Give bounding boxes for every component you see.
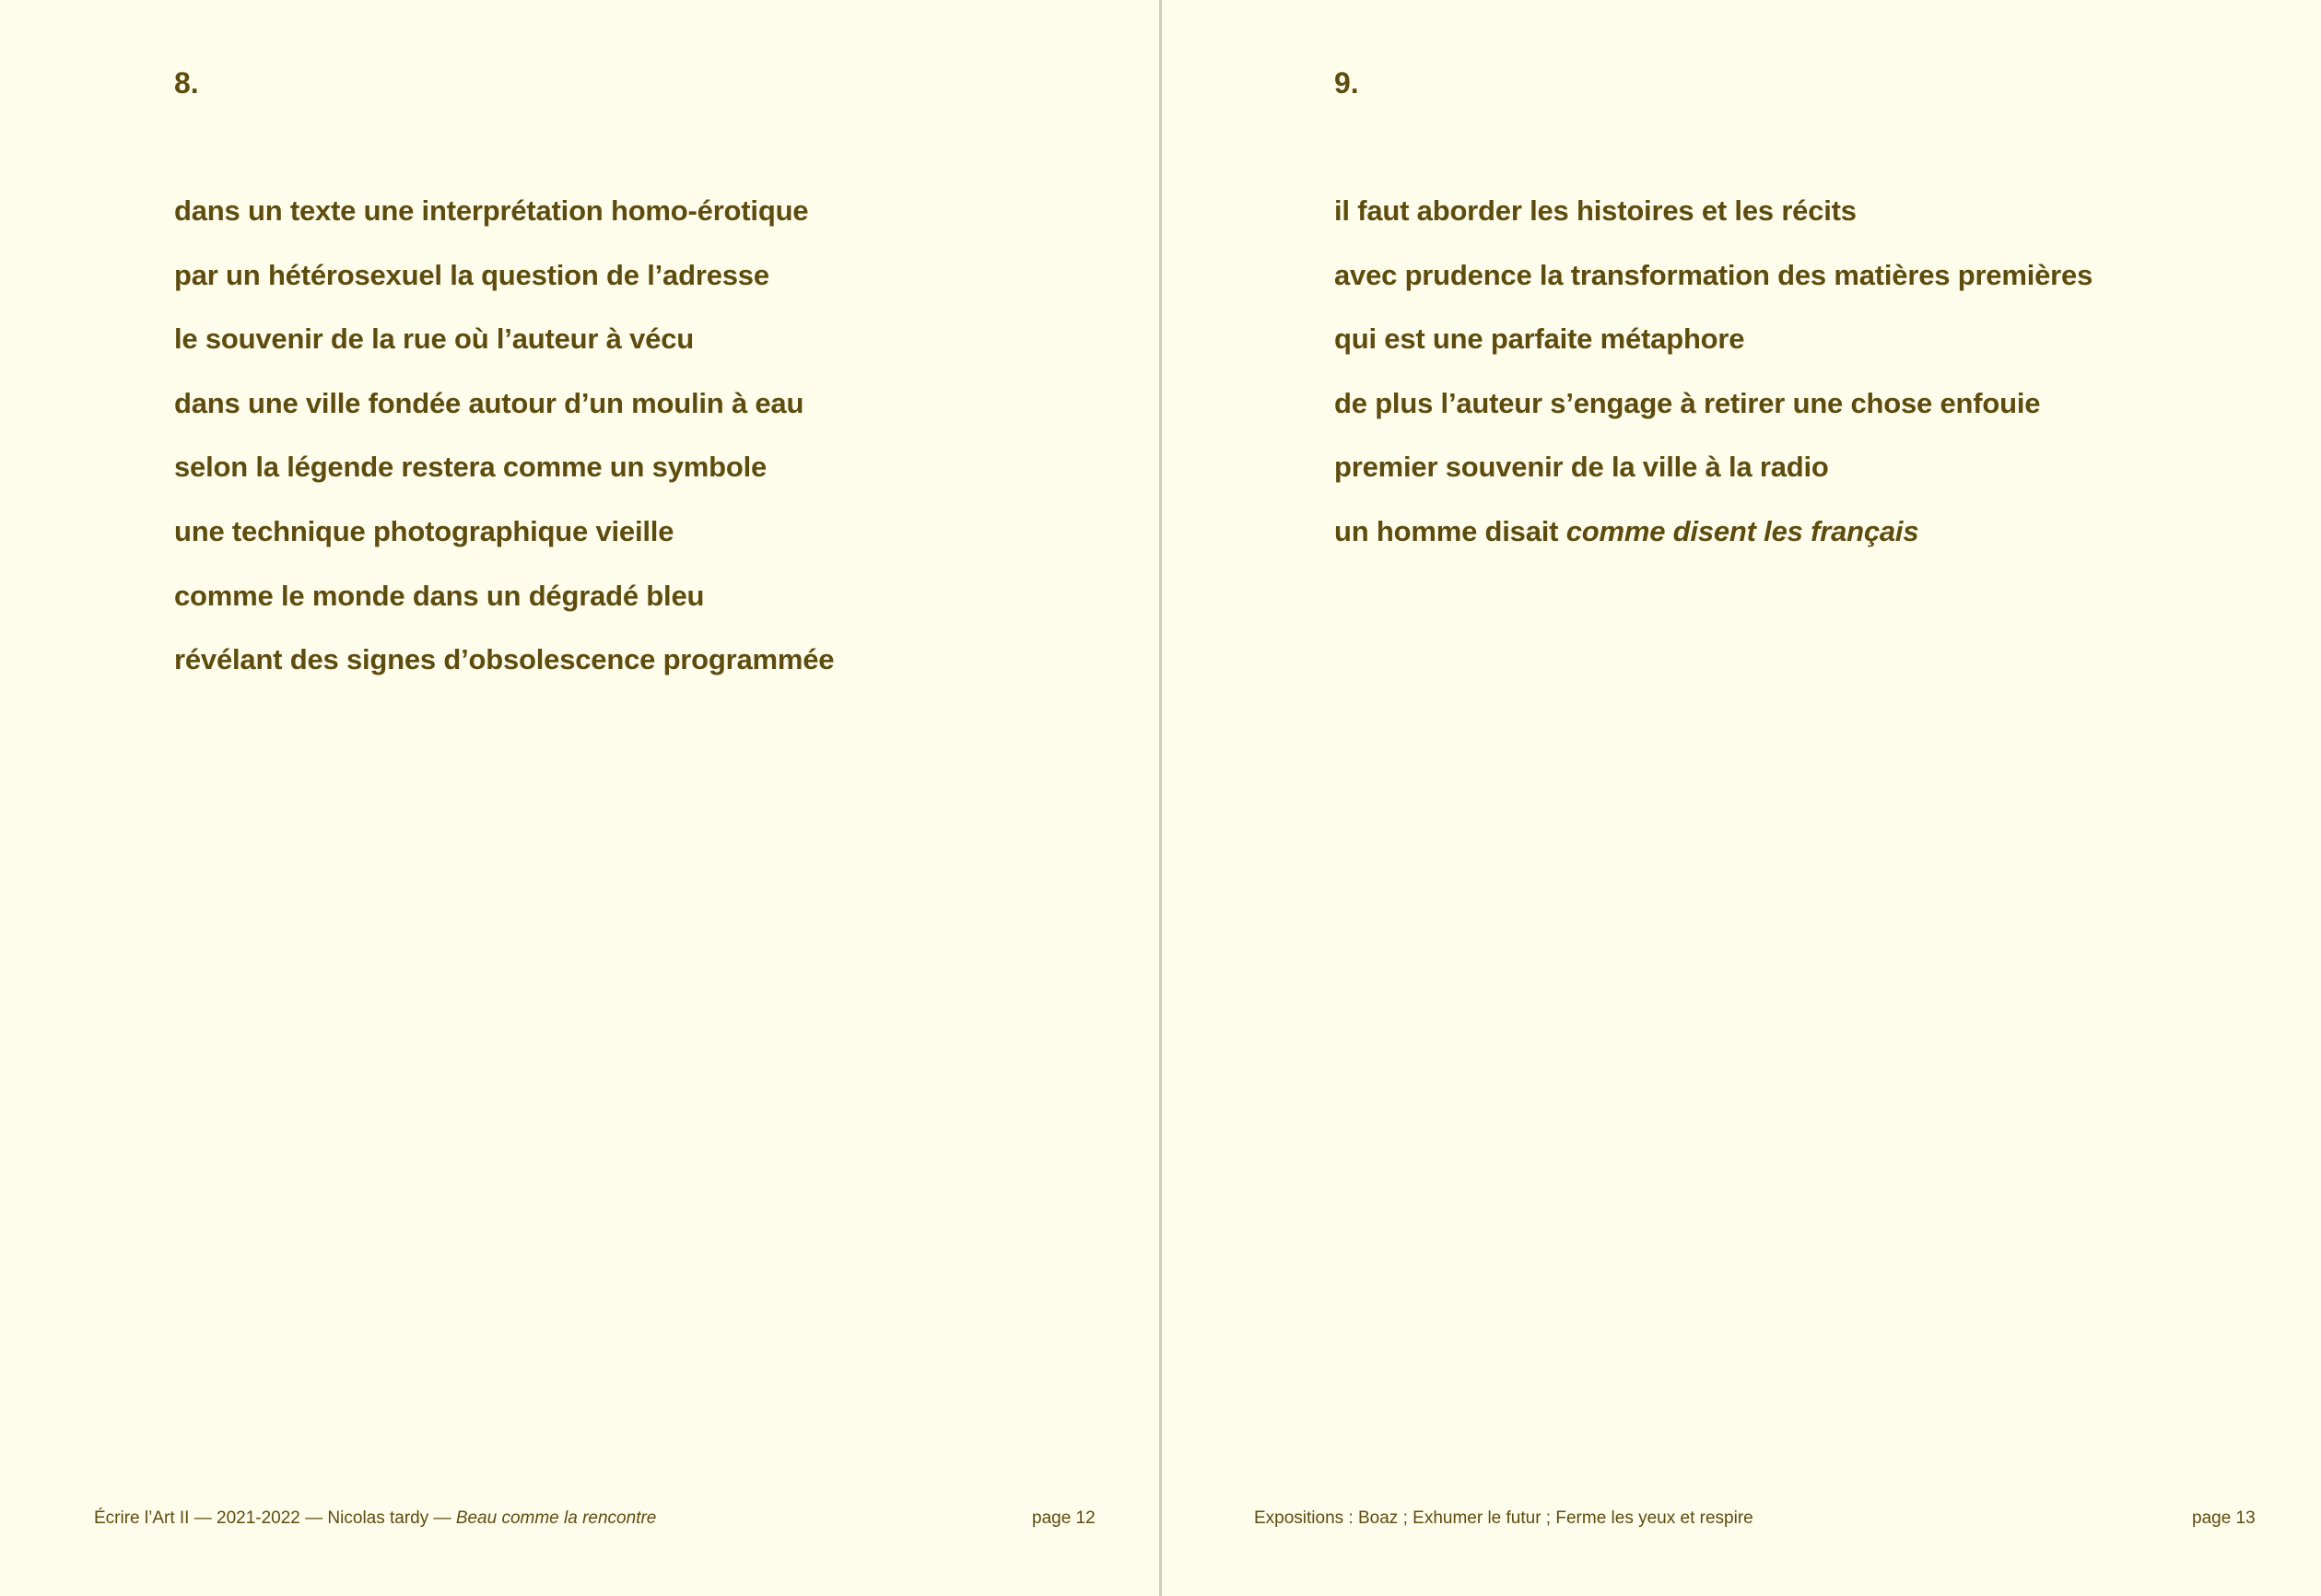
page-gutter [1159,0,1162,1596]
poem-line: une technique photographique vieille [174,514,674,547]
poem-stanza [1334,193,2092,578]
poem-line: le souvenir de la rue où l’auteur à vécu [174,323,694,356]
footer-credit: Expositions : Boaz ; Exhumer le futur ; Ferme les yeux et respire [1254,1508,1753,1528]
poem-line-italic: comme disent les français [1565,514,1919,547]
footer-credit [94,1508,656,1530]
poem-line: dans une ville fondée autour d’un moulin à eau [174,386,804,419]
poem-stanza [174,193,834,706]
poem-line: par un hétérosexuel la question de l’adresse [174,258,769,291]
poem-line: premier souvenir de la ville à la radio [1334,451,1829,484]
section-number: 9. [1334,66,1359,100]
poem-line: dans un texte une interprétation homo-érotique [174,194,809,227]
poem-line-text: un homme disait [1334,514,1566,547]
footer-credit-text: Écrire l’Art II — 2021-2022 — Nicolas tardy — [94,1508,456,1528]
poem-line: avec prudence la transformation des matières premières [1334,258,2093,291]
poem-line: selon la légende restera comme un symbole [174,451,768,484]
poem-line: révélant des signes d’obsolescence programmée [174,643,835,676]
page-number: page 13 [2192,1508,2256,1528]
section-number: 8. [174,66,199,100]
poem-line: de plus l’auteur s’engage à retirer une chose enfouie [1334,386,2041,419]
left-page [0,0,1159,1596]
footer-credit-title: Beau comme la rencontre [455,1508,657,1528]
page-number: page 12 [1032,1508,1096,1528]
poem-line: il faut aborder les histoires et les récits [1334,194,1857,227]
poem-line [1334,513,2092,550]
poem-line: qui est une parfaite métaphore [1334,323,1745,356]
poem-line: comme le monde dans un dégradé bleu [174,579,705,612]
